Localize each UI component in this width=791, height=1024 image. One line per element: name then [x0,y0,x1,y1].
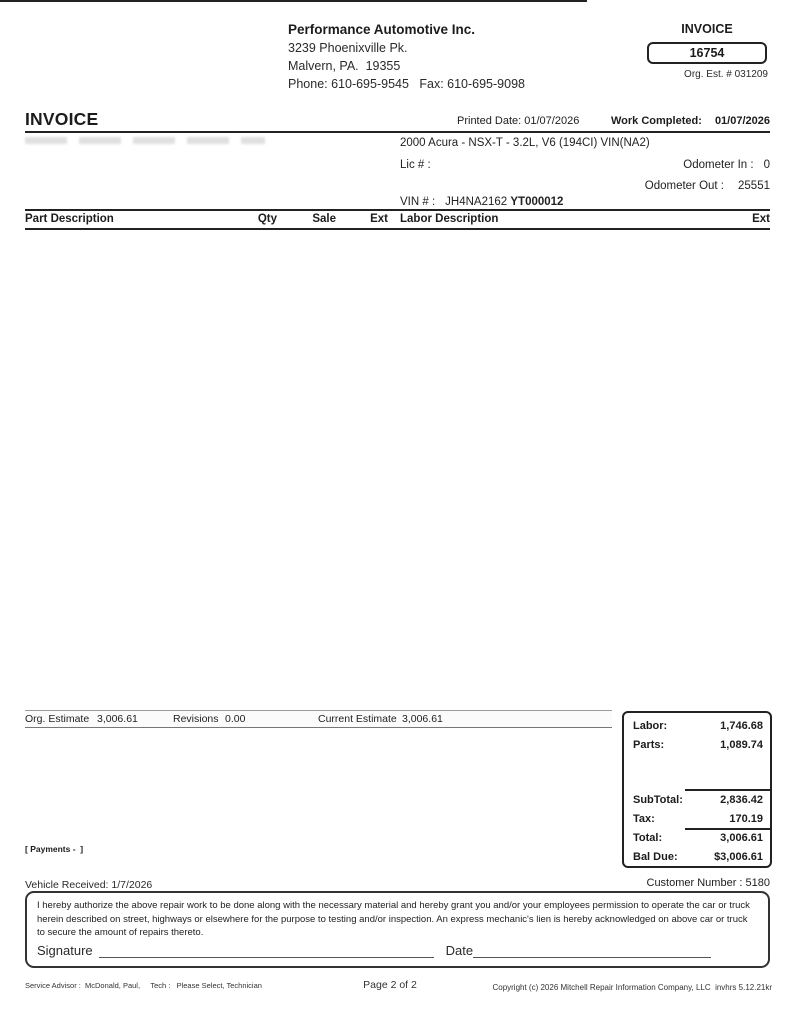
odometer-out-label: Odometer Out : [644,180,725,192]
work-completed-value: 01/07/2026 [714,115,770,127]
totals-labor-row [633,720,763,732]
signature-row [37,943,758,958]
col-header-sale: Sale [312,213,336,225]
col-header-ext2: Ext [752,213,770,225]
vehicle-description: 2000 Acura - NSX-T - 3.2L, V6 (194CI) VIN(NA2) [400,137,650,149]
bal-due-value: $3,006.61 [714,851,763,863]
revisions-value: 0.00 [225,713,246,725]
invoice-number-box [647,42,767,64]
vin-value-bold: YT000012 [510,196,564,208]
col-header-qty: Qty [257,213,277,225]
date-line [473,944,711,958]
vehicle-received: Vehicle Received: 1/7/2026 [25,879,153,891]
divider-under-title [25,131,770,133]
authorization-text: I hereby authorize the above repair work to be done along with the necessary material and hereby grant you and/or your employees permission to operate the car or truck herein described on street, highways or elsewhere for the purpose to testing and/or inspection. An express mechanic's lien is hereby acknowledged on above car or truck to secure the amount of repairs thereto. [37,900,750,938]
company-address-line2: Malvern, PA. 19355 [288,59,401,73]
total-value: 3,006.61 [720,832,763,844]
footer-page-number: Page 2 of 2 [363,979,417,991]
table-top-line [25,209,770,211]
vin-value: JH4NA2162 [445,196,508,208]
col-header-labor-description: Labor Description [400,213,499,225]
totals-tax-row [633,813,763,825]
bal-due-label: Bal Due: [633,851,678,863]
totals-box [622,711,772,868]
total-label: Total: [633,832,663,844]
footer-service-advisor: Service Advisor : McDonald, Paul, Tech : Please Select, Technician [25,981,262,990]
table-body-empty [25,232,770,702]
estimate-band-bottom-line [25,727,612,728]
date-label: Date [445,943,474,958]
totals-baldue-row [633,851,763,863]
signature-line [99,944,434,958]
subtotal-label: SubTotal: [633,794,683,806]
license-label: Lic # : [400,159,431,171]
col-header-part-description: Part Description [25,213,114,225]
org-estimate-value: 3,006.61 [97,713,138,725]
current-estimate-label: Current Estimate [318,713,397,725]
invoice-box-label: INVOICE [681,22,733,36]
labor-value: 1,746.68 [720,720,763,732]
revisions-label: Revisions [173,713,219,725]
company-phone-fax: Phone: 610-695-9545 Fax: 610-695-9098 [288,77,525,91]
odometer-in-label: Odometer In : [683,159,754,171]
org-estimate-label: Org. Estimate [25,713,90,725]
estimate-band-top-line [25,710,612,711]
odometer-out-value: 25551 [738,180,770,192]
odometer-in-value: 0 [763,159,770,171]
parts-label: Parts: [633,739,665,751]
labor-label: Labor: [633,720,668,732]
subtotal-divider [685,789,770,791]
tax-label: Tax: [633,813,655,825]
work-completed-label: Work Completed: [611,115,702,127]
signature-label: Signature [37,943,93,958]
redacted-customer-info [25,137,265,144]
payments-underline [0,0,587,2]
col-header-ext: Ext [370,213,388,225]
page-title: INVOICE [25,109,99,129]
authorization-box [25,891,770,968]
org-estimate-number: Org. Est. # 031209 [684,69,768,80]
totals-parts-row [633,739,763,751]
invoice-number: 16754 [689,46,725,60]
current-estimate-value: 3,006.61 [402,713,443,725]
footer-copyright: Copyright (c) 2026 Mitchell Repair Information Company, LLC invhrs 5.12.21kr [492,983,772,992]
parts-value: 1,089.74 [720,739,763,751]
company-name: Performance Automotive Inc. [288,22,476,37]
total-divider [685,828,770,830]
vin-row [400,196,563,208]
subtotal-value: 2,836.42 [720,794,763,806]
customer-number: Customer Number : 5180 [646,877,770,889]
payments-label: [ Payments - ] [25,844,84,854]
printed-date: Printed Date: 01/07/2026 [457,115,580,127]
odometer-in [683,159,770,171]
odometer-out [645,180,770,192]
company-address-line1: 3239 Phoenixville Pk. [288,41,408,55]
totals-total-row [633,832,763,844]
vin-label: VIN # : [400,196,436,208]
totals-subtotal-row [633,794,763,806]
table-header-underline [25,228,770,230]
tax-value: 170.19 [729,813,763,825]
